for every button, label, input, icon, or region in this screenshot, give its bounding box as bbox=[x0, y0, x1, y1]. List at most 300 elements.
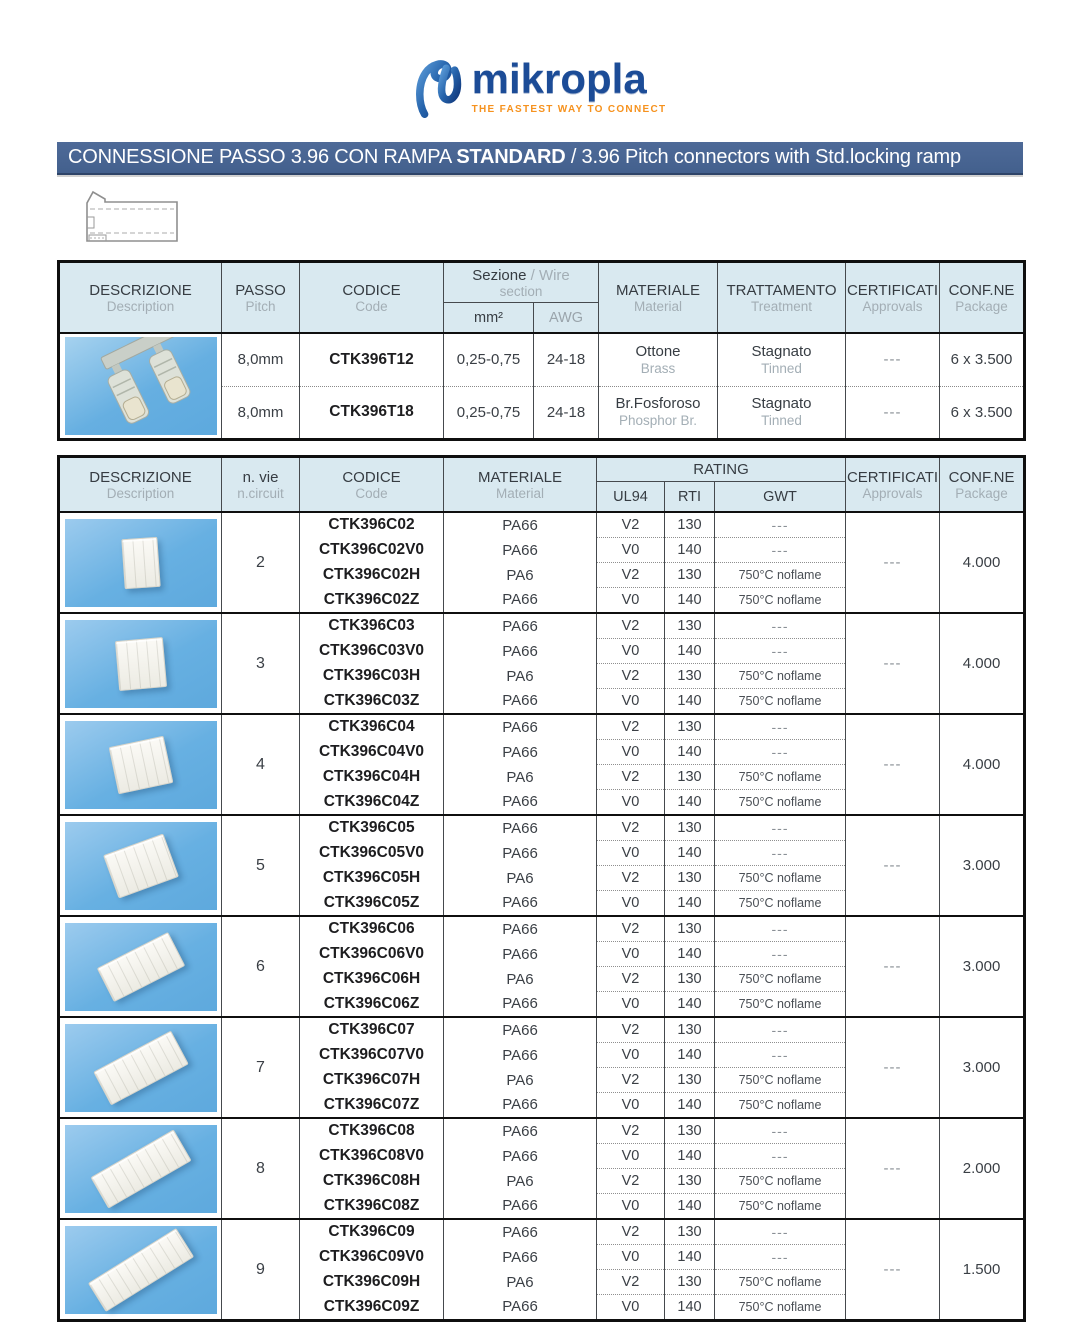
rti-cell: 140 bbox=[665, 588, 715, 614]
ul94-cell: V0 bbox=[597, 891, 665, 917]
material-it: Ottone bbox=[635, 342, 681, 360]
gwt-cell: --- bbox=[715, 1017, 846, 1043]
gwt-cell: --- bbox=[715, 1118, 846, 1144]
material-cell: PA66 bbox=[444, 714, 597, 740]
code-cell: CTK396C08Z bbox=[300, 1194, 444, 1220]
material-cell: PA66 bbox=[444, 891, 597, 917]
connector-group-4way bbox=[59, 714, 1025, 815]
col-label-it: TRATTAMENTO bbox=[726, 281, 837, 299]
material-cell bbox=[599, 386, 718, 439]
col-label-it: CODICE bbox=[342, 281, 401, 299]
treatment-cell bbox=[718, 386, 846, 439]
col-awg: AWG bbox=[534, 303, 599, 334]
n-circuits-cell: 8 bbox=[222, 1118, 300, 1219]
material-cell: PA66 bbox=[444, 740, 597, 765]
gwt-cell: --- bbox=[715, 1219, 846, 1245]
rti-cell: 130 bbox=[665, 1118, 715, 1144]
col-codice bbox=[300, 457, 444, 513]
code-cell: CTK396C03H bbox=[300, 664, 444, 689]
connector-photo-cell bbox=[59, 512, 222, 613]
col-rating bbox=[597, 457, 846, 482]
code-cell: CTK396C07V0 bbox=[300, 1043, 444, 1068]
material-cell: PA66 bbox=[444, 1093, 597, 1119]
ul94-cell: V2 bbox=[597, 1068, 665, 1093]
connector-photo bbox=[65, 923, 217, 1011]
code-cell: CTK396C06V0 bbox=[300, 942, 444, 967]
connector-housing-image bbox=[87, 1228, 193, 1312]
connector-photo bbox=[65, 519, 217, 607]
connector-photo bbox=[65, 822, 217, 910]
material-cell: PA6 bbox=[444, 664, 597, 689]
ul94-cell: V0 bbox=[597, 639, 665, 664]
gwt-cell: --- bbox=[715, 512, 846, 538]
gwt-cell: 750°C noflame bbox=[715, 1068, 846, 1093]
connector-housing-image bbox=[114, 637, 166, 691]
table-row bbox=[59, 333, 1025, 386]
code-cell: CTK396C05Z bbox=[300, 891, 444, 917]
gwt-cell: 750°C noflame bbox=[715, 1169, 846, 1194]
code-cell: CTK396C05V0 bbox=[300, 841, 444, 866]
ul94-cell: V2 bbox=[597, 1118, 665, 1144]
rti-cell: 140 bbox=[665, 538, 715, 563]
package-cell: 3.000 bbox=[940, 1017, 1025, 1118]
col-label-en: n.circuit bbox=[237, 485, 284, 501]
treatment-cell bbox=[718, 333, 846, 386]
material-en: Phosphor Br. bbox=[618, 413, 698, 429]
connector-photo-cell bbox=[59, 1017, 222, 1118]
table-row bbox=[59, 1017, 1025, 1043]
approvals-cell: --- bbox=[846, 333, 940, 386]
connector-photo-cell bbox=[59, 1118, 222, 1219]
ul94-cell: V0 bbox=[597, 1194, 665, 1220]
rti-cell: 130 bbox=[665, 563, 715, 588]
approvals-cell: --- bbox=[846, 386, 940, 439]
ul94-cell: V2 bbox=[597, 916, 665, 942]
ul94-cell: V2 bbox=[597, 664, 665, 689]
col-certificati bbox=[846, 457, 940, 513]
rti-cell: 140 bbox=[665, 891, 715, 917]
title-standard: STANDARD bbox=[456, 146, 566, 168]
rti-cell: 130 bbox=[665, 1068, 715, 1093]
col-nvie bbox=[222, 457, 300, 513]
code-cell: CTK396C07 bbox=[300, 1017, 444, 1043]
material-it: Br.Fosforoso bbox=[615, 395, 701, 413]
col-label-en: Approvals bbox=[862, 298, 923, 314]
rti-cell: 140 bbox=[665, 942, 715, 967]
connector-group-2way bbox=[59, 512, 1025, 613]
code-cell: CTK396C09H bbox=[300, 1270, 444, 1295]
col-label-it: CERTIFICATI bbox=[846, 281, 939, 299]
code-cell: CTK396C04H bbox=[300, 765, 444, 790]
col-ul94: UL94 bbox=[597, 482, 665, 513]
gwt-cell: --- bbox=[715, 639, 846, 664]
code-cell: CTK396C08V0 bbox=[300, 1144, 444, 1169]
code-cell: CTK396C02Z bbox=[300, 588, 444, 614]
approvals-cell: --- bbox=[846, 815, 940, 916]
gwt-cell: --- bbox=[715, 538, 846, 563]
connector-group-5way bbox=[59, 815, 1025, 916]
code-cell: CTK396C05H bbox=[300, 866, 444, 891]
awg-cell: 24-18 bbox=[534, 333, 599, 386]
rti-cell: 140 bbox=[665, 1194, 715, 1220]
code-cell: CTK396C02V0 bbox=[300, 538, 444, 563]
material-cell: PA66 bbox=[444, 512, 597, 538]
col-passo bbox=[222, 262, 300, 334]
code-cell: CTK396C09 bbox=[300, 1219, 444, 1245]
rti-cell: 140 bbox=[665, 1295, 715, 1321]
approvals-cell: --- bbox=[846, 1017, 940, 1118]
col-label-it: DESCRIZIONE bbox=[89, 281, 192, 299]
col-label-en: Code bbox=[355, 298, 388, 314]
ul94-cell: V0 bbox=[597, 790, 665, 816]
rti-cell: 130 bbox=[665, 714, 715, 740]
col-label-it: PASSO bbox=[235, 281, 286, 299]
col-label-en: Pitch bbox=[245, 298, 276, 314]
table-row bbox=[59, 512, 1025, 538]
connector-photo bbox=[65, 721, 217, 809]
logo-tagline: THE FASTEST WAY TO CONNECT bbox=[471, 104, 667, 115]
pitch-cell: 8,0mm bbox=[222, 386, 300, 439]
treatment-en: Tinned bbox=[761, 413, 802, 429]
logo-text bbox=[471, 55, 667, 115]
gwt-cell: 750°C noflame bbox=[715, 967, 846, 992]
material-cell: PA66 bbox=[444, 815, 597, 841]
code-cell: CTK396T12 bbox=[300, 333, 444, 386]
rti-cell: 140 bbox=[665, 1144, 715, 1169]
col-label-en: / Wire bbox=[530, 266, 570, 284]
code-cell: CTK396C06Z bbox=[300, 992, 444, 1018]
code-cell: CTK396C09V0 bbox=[300, 1245, 444, 1270]
gwt-cell: 750°C noflame bbox=[715, 866, 846, 891]
connector-housing-image bbox=[90, 1129, 191, 1208]
table-row bbox=[59, 916, 1025, 942]
connector-photo-cell bbox=[59, 815, 222, 916]
rti-cell: 140 bbox=[665, 790, 715, 816]
title-it: CONNESSIONE PASSO 3.96 CON RAMPA bbox=[68, 146, 457, 168]
treatment-it: Stagnato bbox=[751, 342, 812, 360]
awg-cell: 24-18 bbox=[534, 386, 599, 439]
approvals-cell: --- bbox=[846, 1219, 940, 1321]
material-cell: PA66 bbox=[444, 1118, 597, 1144]
rti-cell: 140 bbox=[665, 1093, 715, 1119]
connectors-table-header bbox=[59, 457, 1025, 513]
code-cell: CTK396C08 bbox=[300, 1118, 444, 1144]
approvals-cell: --- bbox=[846, 512, 940, 613]
col-label-it: RATING bbox=[693, 461, 749, 478]
material-en: Brass bbox=[640, 360, 676, 376]
connectors-table bbox=[57, 455, 1026, 1322]
col-label-en: Code bbox=[355, 485, 388, 501]
col-sezione bbox=[444, 262, 599, 303]
treatment-it: Stagnato bbox=[751, 395, 812, 413]
material-cell: PA6 bbox=[444, 563, 597, 588]
material-cell: PA66 bbox=[444, 1043, 597, 1068]
gwt-cell: --- bbox=[715, 1245, 846, 1270]
ul94-cell: V0 bbox=[597, 942, 665, 967]
terminals-table-header bbox=[59, 262, 1025, 334]
code-cell: CTK396C06 bbox=[300, 916, 444, 942]
gwt-cell: 750°C noflame bbox=[715, 891, 846, 917]
col-rti: RTI bbox=[665, 482, 715, 513]
ul94-cell: V2 bbox=[597, 1270, 665, 1295]
material-cell: PA66 bbox=[444, 1017, 597, 1043]
rti-cell: 130 bbox=[665, 765, 715, 790]
gwt-cell: 750°C noflame bbox=[715, 1270, 846, 1295]
connector-housing-image bbox=[121, 536, 160, 588]
material-cell: PA66 bbox=[444, 841, 597, 866]
ul94-cell: V2 bbox=[597, 866, 665, 891]
gwt-cell: --- bbox=[715, 714, 846, 740]
mu-swirl-icon bbox=[414, 56, 466, 118]
connector-housing-image bbox=[103, 833, 179, 898]
col-descrizione bbox=[59, 457, 222, 513]
gwt-cell: --- bbox=[715, 815, 846, 841]
ul94-cell: V2 bbox=[597, 512, 665, 538]
col-label-en: Material bbox=[495, 485, 544, 501]
package-cell: 3.000 bbox=[940, 815, 1025, 916]
code-cell: CTK396C08H bbox=[300, 1169, 444, 1194]
table-row bbox=[59, 1118, 1025, 1144]
package-cell: 4.000 bbox=[940, 613, 1025, 714]
connector-group-3way bbox=[59, 613, 1025, 714]
connector-group-8way bbox=[59, 1118, 1025, 1219]
table-row bbox=[59, 1219, 1025, 1245]
n-circuits-cell: 2 bbox=[222, 512, 300, 613]
col-label-en: Package bbox=[955, 298, 1008, 314]
col-label-it: MATERIALE bbox=[478, 468, 562, 486]
table-row bbox=[59, 815, 1025, 841]
brand-wordmark: mikropla bbox=[471, 55, 647, 102]
rti-cell: 140 bbox=[665, 1245, 715, 1270]
material-cell: PA66 bbox=[444, 689, 597, 715]
n-circuits-cell: 7 bbox=[222, 1017, 300, 1118]
rti-cell: 130 bbox=[665, 916, 715, 942]
gwt-cell: 750°C noflame bbox=[715, 1093, 846, 1119]
code-cell: CTK396C05 bbox=[300, 815, 444, 841]
pitch-cell: 8,0mm bbox=[222, 333, 300, 386]
col-label-en2: section bbox=[499, 283, 543, 299]
ul94-cell: V2 bbox=[597, 1219, 665, 1245]
gwt-cell: 750°C noflame bbox=[715, 790, 846, 816]
col-label-en: Treatment bbox=[750, 298, 813, 314]
connector-photo bbox=[65, 1125, 217, 1213]
terminal-photo-cell bbox=[59, 333, 222, 440]
col-label-it: CODICE bbox=[342, 468, 401, 486]
col-confne bbox=[940, 262, 1025, 334]
code-cell: CTK396C02 bbox=[300, 512, 444, 538]
treatment-en: Tinned bbox=[761, 360, 802, 376]
code-cell: CTK396C02H bbox=[300, 563, 444, 588]
col-label-it: DESCRIZIONE bbox=[89, 468, 192, 486]
package-cell: 6 x 3.500 bbox=[940, 333, 1025, 386]
rti-cell: 140 bbox=[665, 1043, 715, 1068]
rti-cell: 130 bbox=[665, 1219, 715, 1245]
connector-photo bbox=[65, 620, 217, 708]
ul94-cell: V2 bbox=[597, 815, 665, 841]
connector-photo-cell bbox=[59, 916, 222, 1017]
material-cell: PA6 bbox=[444, 967, 597, 992]
col-trattamento bbox=[718, 262, 846, 334]
package-cell: 1.500 bbox=[940, 1219, 1025, 1321]
col-label-it: n. vie bbox=[242, 468, 279, 486]
ul94-cell: V2 bbox=[597, 1017, 665, 1043]
material-cell: PA6 bbox=[444, 1270, 597, 1295]
material-cell: PA66 bbox=[444, 1245, 597, 1270]
ul94-cell: V0 bbox=[597, 1245, 665, 1270]
n-circuits-cell: 4 bbox=[222, 714, 300, 815]
n-circuits-cell: 5 bbox=[222, 815, 300, 916]
connector-housing-image bbox=[108, 735, 173, 794]
col-label-it: CONF.NE bbox=[948, 468, 1015, 486]
rti-cell: 130 bbox=[665, 866, 715, 891]
mm2-cell: 0,25-0,75 bbox=[444, 386, 534, 439]
ul94-cell: V0 bbox=[597, 689, 665, 715]
rti-cell: 130 bbox=[665, 1169, 715, 1194]
logo bbox=[414, 55, 667, 118]
package-cell: 6 x 3.500 bbox=[940, 386, 1025, 439]
material-cell: PA66 bbox=[444, 613, 597, 639]
rti-cell: 140 bbox=[665, 740, 715, 765]
material-cell: PA66 bbox=[444, 942, 597, 967]
connector-housing-image bbox=[96, 931, 185, 1001]
terminals-table bbox=[57, 260, 1026, 441]
rti-cell: 130 bbox=[665, 815, 715, 841]
rti-cell: 130 bbox=[665, 613, 715, 639]
package-cell: 4.000 bbox=[940, 714, 1025, 815]
code-cell: CTK396C04V0 bbox=[300, 740, 444, 765]
code-cell: CTK396C03V0 bbox=[300, 639, 444, 664]
ul94-cell: V0 bbox=[597, 538, 665, 563]
material-cell: PA6 bbox=[444, 866, 597, 891]
rti-cell: 130 bbox=[665, 1270, 715, 1295]
ul94-cell: V2 bbox=[597, 1169, 665, 1194]
material-cell: PA66 bbox=[444, 588, 597, 614]
crimp-terminals-image bbox=[65, 337, 217, 435]
material-cell bbox=[599, 333, 718, 386]
material-cell: PA6 bbox=[444, 1068, 597, 1093]
col-label-en: Description bbox=[106, 485, 175, 501]
material-cell: PA66 bbox=[444, 790, 597, 816]
code-cell: CTK396C09Z bbox=[300, 1295, 444, 1321]
rti-cell: 140 bbox=[665, 689, 715, 715]
section-title-bar bbox=[57, 142, 1023, 175]
rti-cell: 130 bbox=[665, 664, 715, 689]
gwt-cell: 750°C noflame bbox=[715, 1295, 846, 1321]
package-cell: 3.000 bbox=[940, 916, 1025, 1017]
gwt-cell: --- bbox=[715, 841, 846, 866]
ul94-cell: V0 bbox=[597, 1043, 665, 1068]
n-circuits-cell: 9 bbox=[222, 1219, 300, 1321]
ul94-cell: V0 bbox=[597, 1295, 665, 1321]
gwt-cell: 750°C noflame bbox=[715, 689, 846, 715]
connector-profile-drawing bbox=[85, 190, 180, 244]
ul94-cell: V0 bbox=[597, 1093, 665, 1119]
gwt-cell: 750°C noflame bbox=[715, 664, 846, 689]
approvals-cell: --- bbox=[846, 1118, 940, 1219]
material-cell: PA66 bbox=[444, 639, 597, 664]
col-label-en: Material bbox=[633, 298, 682, 314]
gwt-cell: --- bbox=[715, 613, 846, 639]
package-cell: 2.000 bbox=[940, 1118, 1025, 1219]
n-circuits-cell: 6 bbox=[222, 916, 300, 1017]
code-cell: CTK396C03Z bbox=[300, 689, 444, 715]
code-cell: CTK396C04Z bbox=[300, 790, 444, 816]
col-confne bbox=[940, 457, 1025, 513]
ul94-cell: V0 bbox=[597, 841, 665, 866]
col-mm2: mm² bbox=[444, 303, 534, 334]
connector-photo-cell bbox=[59, 1219, 222, 1321]
ul94-cell: V0 bbox=[597, 588, 665, 614]
ul94-cell: V2 bbox=[597, 563, 665, 588]
col-label-it: Sezione bbox=[472, 266, 527, 284]
col-materiale bbox=[444, 457, 597, 513]
gwt-cell: --- bbox=[715, 1043, 846, 1068]
gwt-cell: --- bbox=[715, 1144, 846, 1169]
code-cell: CTK396C07H bbox=[300, 1068, 444, 1093]
code-cell: CTK396C06H bbox=[300, 967, 444, 992]
rti-cell: 130 bbox=[665, 1017, 715, 1043]
ul94-cell: V2 bbox=[597, 613, 665, 639]
terminal-photo bbox=[65, 337, 217, 435]
rti-cell: 140 bbox=[665, 841, 715, 866]
approvals-cell: --- bbox=[846, 916, 940, 1017]
gwt-cell: 750°C noflame bbox=[715, 563, 846, 588]
rti-cell: 130 bbox=[665, 512, 715, 538]
col-descrizione bbox=[59, 262, 222, 334]
title-en: / 3.96 Pitch connectors with Std.locking ramp bbox=[565, 146, 961, 168]
material-cell: PA66 bbox=[444, 992, 597, 1018]
material-cell: PA66 bbox=[444, 1219, 597, 1245]
code-cell: CTK396C07Z bbox=[300, 1093, 444, 1119]
code-cell: CTK396C04 bbox=[300, 714, 444, 740]
col-gwt: GWT bbox=[715, 482, 846, 513]
col-label-en: Description bbox=[106, 298, 175, 314]
gwt-cell: --- bbox=[715, 916, 846, 942]
col-codice bbox=[300, 262, 444, 334]
col-materiale bbox=[599, 262, 718, 334]
code-cell: CTK396T18 bbox=[300, 386, 444, 439]
ul94-cell: V2 bbox=[597, 967, 665, 992]
material-cell: PA6 bbox=[444, 765, 597, 790]
connector-photo-cell bbox=[59, 613, 222, 714]
code-cell: CTK396C03 bbox=[300, 613, 444, 639]
col-label-it: MATERIALE bbox=[616, 281, 700, 299]
connector-group-6way bbox=[59, 916, 1025, 1017]
gwt-cell: 750°C noflame bbox=[715, 588, 846, 614]
table-row bbox=[59, 613, 1025, 639]
rti-cell: 140 bbox=[665, 992, 715, 1018]
col-certificati bbox=[846, 262, 940, 334]
rti-cell: 130 bbox=[665, 967, 715, 992]
connector-photo bbox=[65, 1024, 217, 1112]
n-circuits-cell: 3 bbox=[222, 613, 300, 714]
gwt-cell: 750°C noflame bbox=[715, 992, 846, 1018]
ul94-cell: V0 bbox=[597, 740, 665, 765]
material-cell: PA66 bbox=[444, 1194, 597, 1220]
ul94-cell: V2 bbox=[597, 714, 665, 740]
col-label-it: CONF.NE bbox=[948, 281, 1015, 299]
package-cell: 4.000 bbox=[940, 512, 1025, 613]
connector-photo bbox=[65, 1226, 217, 1314]
rti-cell: 140 bbox=[665, 639, 715, 664]
connector-group-7way bbox=[59, 1017, 1025, 1118]
ul94-cell: V2 bbox=[597, 765, 665, 790]
col-label-en: Package bbox=[955, 485, 1008, 501]
gwt-cell: 750°C noflame bbox=[715, 1194, 846, 1220]
mm2-cell: 0,25-0,75 bbox=[444, 333, 534, 386]
gwt-cell: --- bbox=[715, 942, 846, 967]
connector-housing-image bbox=[93, 1030, 189, 1105]
